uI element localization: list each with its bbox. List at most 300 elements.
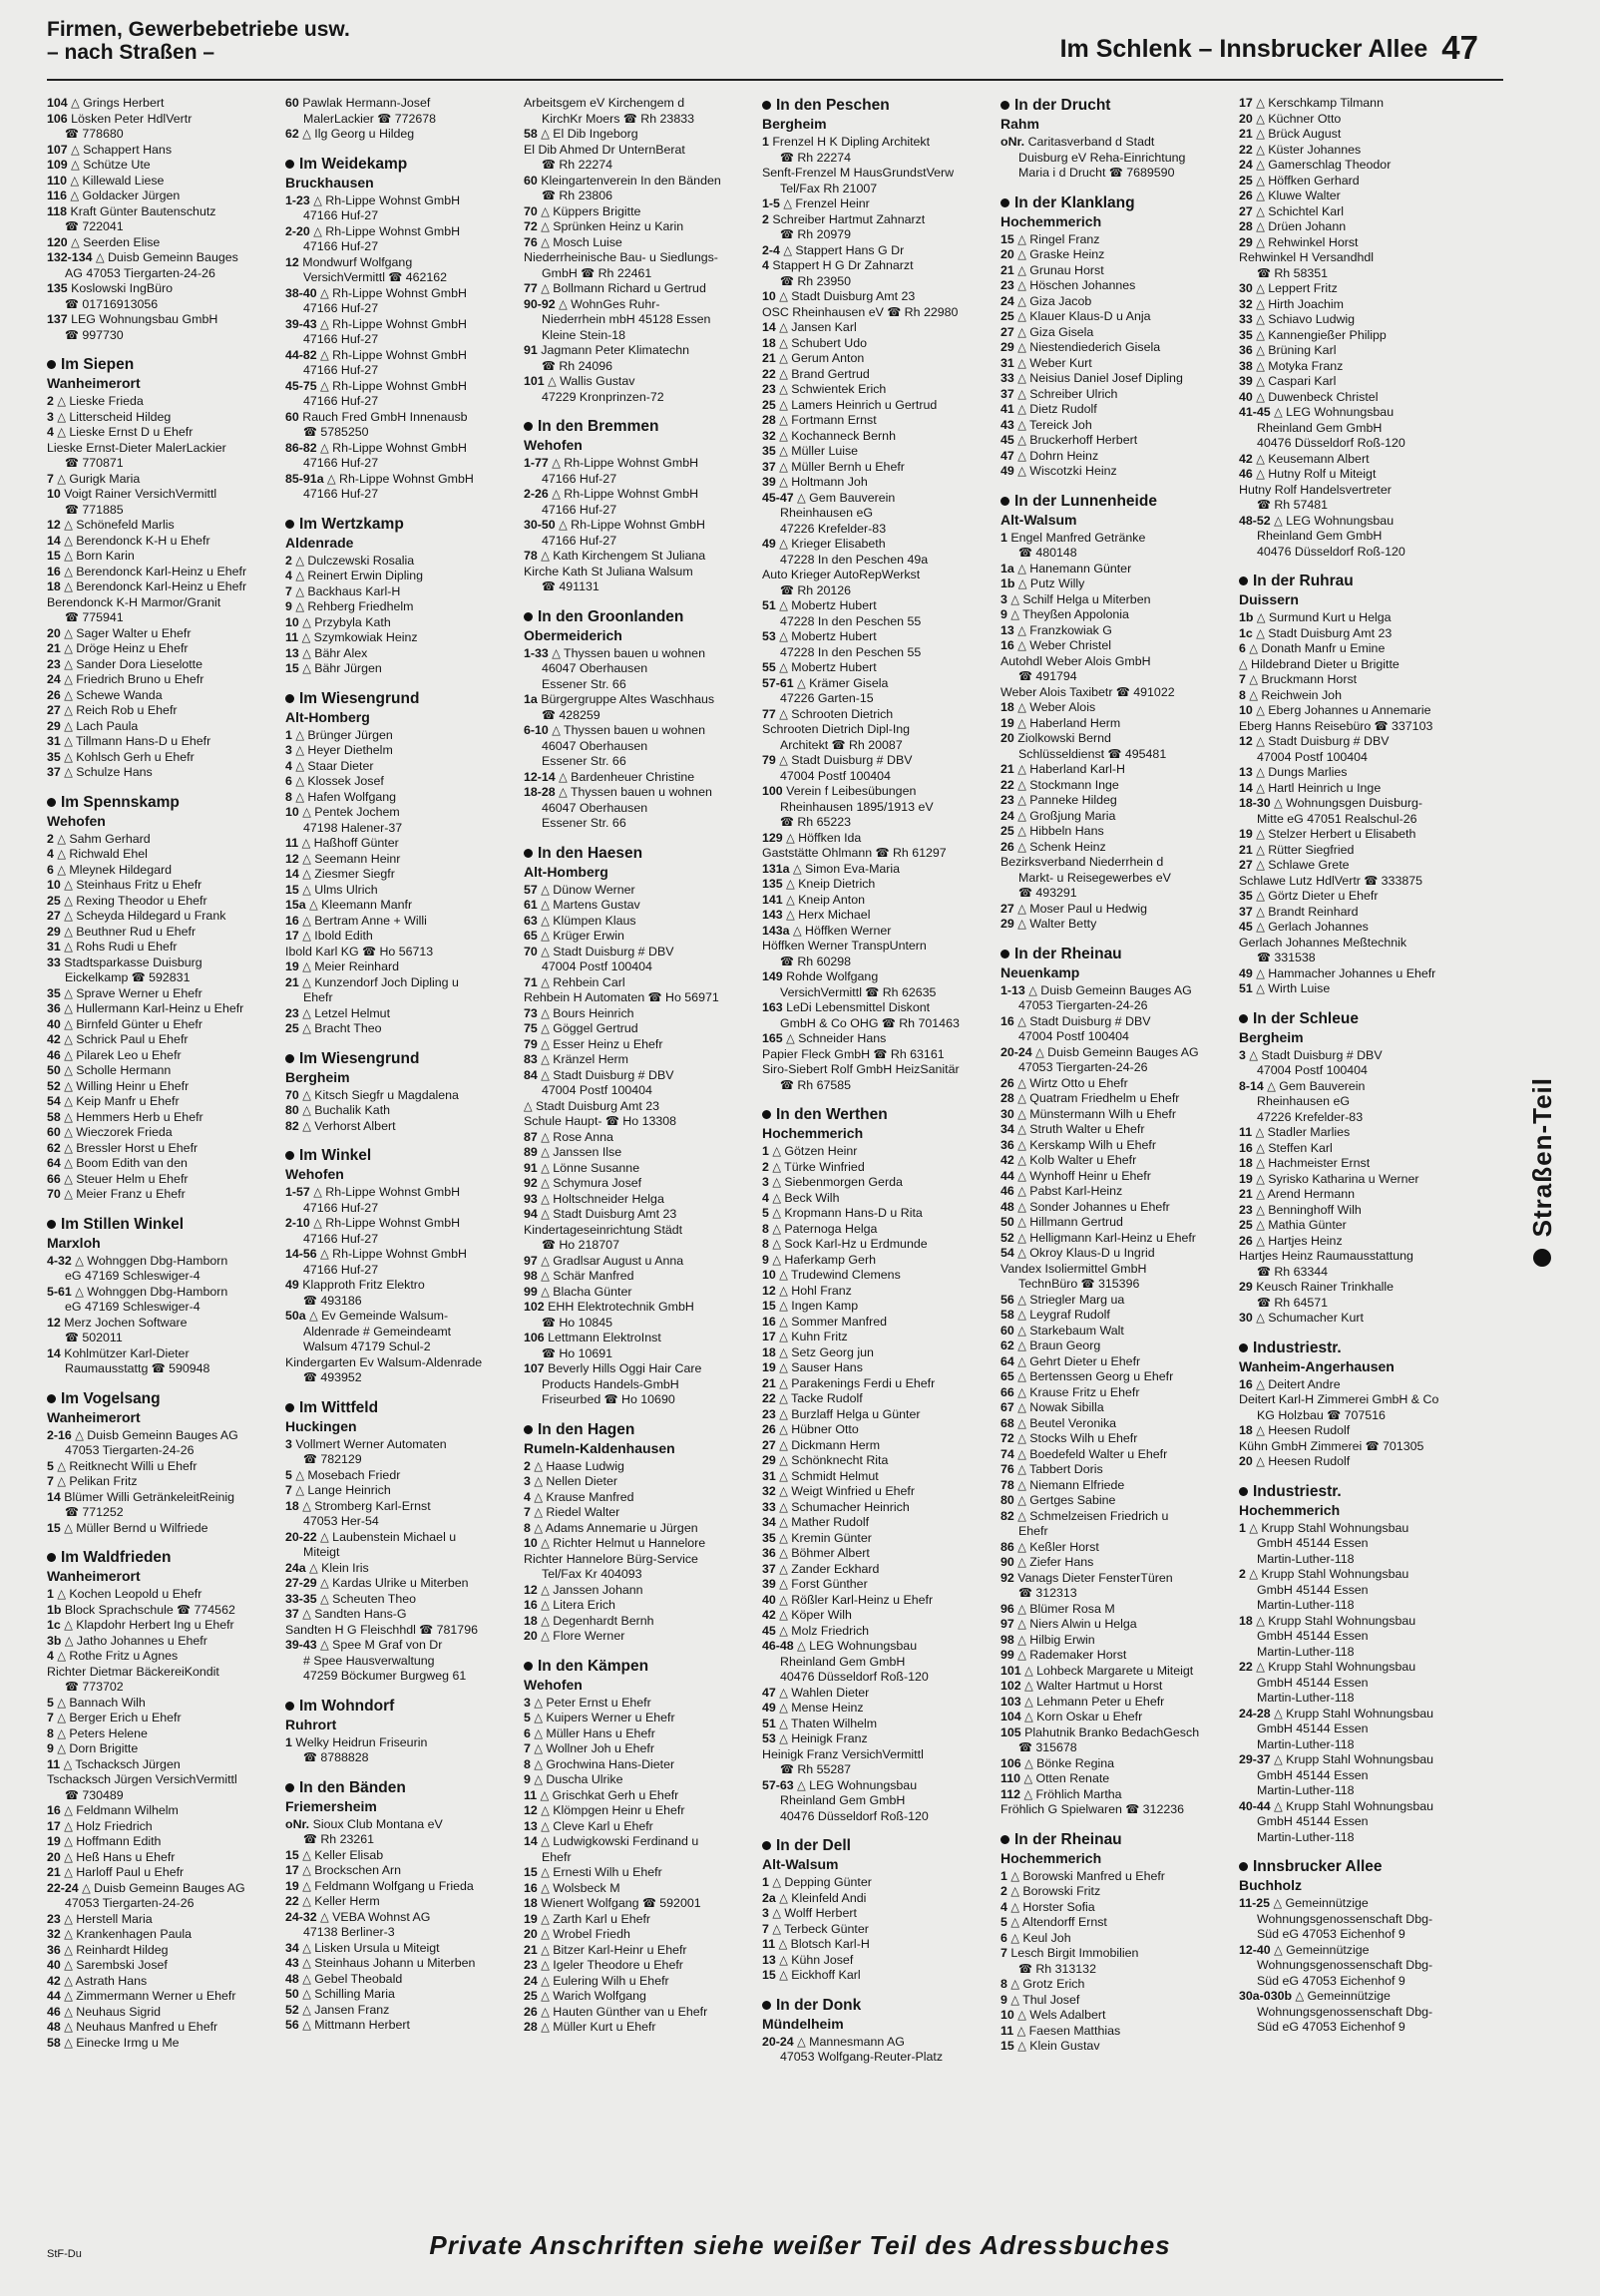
- entry-text: △ Seerden Elise: [71, 234, 161, 249]
- directory-entry: [47, 1079, 271, 1095]
- entry-text: △ Köper Wilh: [779, 1608, 852, 1622]
- entry-continuation: [47, 297, 271, 313]
- entry-text: △ Szymkowiak Heinz: [301, 630, 418, 644]
- house-number: 23: [524, 1958, 538, 1972]
- street-heading: [285, 1778, 510, 1797]
- entry-continuation: [1239, 1768, 1463, 1784]
- entry-text: ☎ 315678: [1018, 1740, 1077, 1754]
- entry-text: Keusch Rainer Trinkhalle: [1256, 1280, 1394, 1294]
- entry-text: 47166 Huf-27: [303, 1200, 379, 1215]
- directory-entry: [47, 1665, 271, 1681]
- house-number: 135: [762, 877, 783, 891]
- street-name: Im Stillen Winkel: [61, 1215, 185, 1233]
- directory-entry: [285, 914, 510, 930]
- district-name: Obermeiderich: [524, 626, 622, 643]
- directory-entry: [1000, 1369, 1225, 1385]
- directory-entry: [47, 1156, 271, 1172]
- directory-entry: [1239, 452, 1463, 468]
- directory-entry: [524, 549, 748, 565]
- entry-text: △ Bertenssen Georg u Ehefr: [1017, 1369, 1174, 1383]
- directory-entry: [762, 862, 987, 878]
- directory-entry: [47, 281, 271, 297]
- house-number: 22: [1000, 777, 1014, 792]
- house-number: 15: [285, 882, 299, 897]
- house-number: 20: [1239, 111, 1253, 126]
- entry-text: △ Schreiber Ulrich: [1017, 386, 1118, 401]
- entry-text: △ Brockschen Arn: [302, 1863, 402, 1877]
- directory-entry: [47, 96, 271, 112]
- house-number: 16: [524, 1598, 538, 1612]
- entry-text: △ Kohlsch Gerh u Ehefr: [64, 749, 195, 764]
- entry-continuation: [1239, 421, 1463, 437]
- directory-entry: [1000, 1184, 1225, 1200]
- district-name: Mündelheim: [762, 2015, 844, 2032]
- house-number: 42: [47, 1973, 61, 1988]
- entry-text: △ Schymura Josef: [541, 1176, 642, 1190]
- house-number: 7: [762, 1921, 769, 1936]
- house-number: 8: [762, 1221, 769, 1236]
- entry-continuation: [285, 270, 510, 286]
- entry-continuation: [1000, 1524, 1225, 1540]
- house-number: 11: [1239, 1125, 1253, 1139]
- entry-text: △ Sandten Hans-G: [302, 1607, 407, 1621]
- house-number: 37: [1239, 904, 1253, 919]
- entry-text: △ Klossek Josef: [295, 774, 384, 788]
- house-number: 15: [762, 1968, 776, 1982]
- entry-text: △ Müller Bernd u Wilfriede: [64, 1520, 208, 1535]
- entry-text: △ Leppert Fritz: [1256, 281, 1338, 295]
- directory-entry: [1239, 1218, 1463, 1234]
- directory-entry: [1239, 1187, 1463, 1203]
- directory-entry: [1239, 312, 1463, 328]
- entry-text: △ Sauser Hans: [779, 1360, 863, 1374]
- entry-text: △ Keller Herm: [302, 1894, 380, 1908]
- entry-text: △ Walter Betty: [1017, 917, 1097, 931]
- house-number: 33: [762, 1499, 776, 1514]
- house-number: 5: [285, 1467, 292, 1482]
- street-heading: [762, 1996, 987, 2015]
- entry-text: 47166 Huf-27: [303, 239, 379, 253]
- entry-text: 47053 Tiergarten-24-26: [65, 1443, 195, 1457]
- house-number: 3: [762, 1175, 769, 1189]
- directory-entry: [47, 1459, 271, 1475]
- directory-entry: [524, 1223, 748, 1239]
- entry-text: Sioux Club Montana eV: [312, 1816, 443, 1831]
- house-number: 92: [1000, 1570, 1014, 1585]
- entry-text: △ VEBA Wohnst AG: [320, 1909, 431, 1924]
- house-number: 85-91a: [285, 471, 324, 486]
- house-number: 20-22: [285, 1529, 317, 1544]
- entry-text: Kohlmützer Karl-Dieter: [64, 1345, 190, 1360]
- entry-text: Ziolkowski Bernd: [1017, 731, 1111, 745]
- entry-text: 47004 Postf 100404: [542, 959, 652, 973]
- house-number: 8: [524, 1756, 531, 1771]
- entry-text: △ Graske Heinz: [1017, 247, 1105, 261]
- district-name: Ruhrort: [285, 1716, 337, 1732]
- directory-entry: [1000, 294, 1225, 310]
- entry-text: △ Bähr Jürgen: [302, 661, 382, 675]
- entry-text: △ Hartjes Heinz: [1256, 1233, 1343, 1248]
- entry-continuation: [285, 208, 510, 224]
- district-name: Duissern: [1239, 591, 1299, 607]
- directory-entry: [1000, 433, 1225, 449]
- entry-text: △ Dorn Brigitte: [57, 1741, 139, 1755]
- house-number: 21: [762, 1375, 776, 1390]
- house-number: 21: [1000, 262, 1014, 277]
- entry-text: ☎ 775941: [65, 610, 124, 624]
- house-number: 28: [762, 413, 776, 427]
- entry-continuation: [524, 359, 748, 375]
- house-number: 14: [47, 1345, 61, 1360]
- entry-text: △ Hohl Franz: [779, 1283, 852, 1298]
- house-number: 65: [1000, 1369, 1014, 1383]
- entry-text: Raumausstattg ☎ 590948: [65, 1361, 210, 1375]
- entry-text: △ Keul Joh: [1010, 1930, 1071, 1945]
- entry-text: △ Deitert Andre: [1256, 1376, 1341, 1391]
- entry-continuation: [524, 1083, 748, 1099]
- entry-text: △ Hibbeln Hans: [1017, 824, 1104, 838]
- entry-text: Weber Alois Taxibetr ☎ 491022: [1000, 684, 1175, 699]
- house-number: 8: [285, 789, 292, 804]
- entry-text: △ Schumacher Heinrich: [779, 1499, 910, 1514]
- directory-entry: [1239, 1896, 1463, 1912]
- directory-entry: [47, 847, 271, 863]
- directory-entry: [524, 1788, 748, 1804]
- house-number: 78: [1000, 1477, 1014, 1492]
- directory-entry: [762, 1237, 987, 1253]
- entry-text: △ Birnfeld Günter u Ehefr: [64, 1016, 202, 1031]
- house-number: 72: [524, 219, 538, 233]
- entry-continuation: [1239, 1722, 1463, 1737]
- district-name: Alt-Homberg: [285, 708, 370, 725]
- house-number: 21: [1239, 127, 1253, 141]
- entry-text: Eberg Hanns Reisebüro ☎ 337103: [1239, 718, 1433, 733]
- house-number: 8: [762, 1237, 769, 1251]
- directory-entry: [524, 1269, 748, 1285]
- entry-continuation: [1239, 1629, 1463, 1645]
- directory-entry: [1000, 1710, 1225, 1725]
- house-number: 18: [1239, 1423, 1253, 1437]
- directory-entry: [762, 196, 987, 212]
- directory-entry: [1239, 1280, 1463, 1296]
- house-number: 50a: [285, 1309, 306, 1323]
- entry-text: △ Staar Dieter: [295, 758, 374, 773]
- entry-text: △ Gerum Anton: [779, 351, 865, 365]
- house-number: 165: [762, 1031, 783, 1045]
- entry-text: △ Gurigk Maria: [57, 471, 141, 486]
- street-name: In der Klanklang: [1014, 193, 1135, 211]
- entry-continuation: [47, 328, 271, 344]
- house-number: 11: [47, 1756, 61, 1771]
- entry-text: △ WohnGes Ruhr-: [559, 296, 660, 311]
- entry-text: △ Rh-Lippe Wohnst GmbH: [320, 316, 467, 331]
- directory-entry: [1000, 1931, 1225, 1947]
- entry-text: △ Kleinfeld Andi: [779, 1890, 867, 1905]
- directory-entry: [1000, 1122, 1225, 1138]
- house-number: 33: [1000, 371, 1014, 385]
- directory-entry: [524, 914, 748, 930]
- directory-entry: [47, 410, 271, 426]
- house-number: 6: [1000, 1930, 1007, 1945]
- house-number: 33: [1239, 312, 1253, 326]
- directory-entry: [1000, 638, 1225, 654]
- entry-text: △ Rh-Lippe Wohnst GmbH: [313, 192, 461, 207]
- street-name: In der Lunnenheide: [1014, 492, 1157, 510]
- side-tab-label: Straßen-Teil: [1526, 1077, 1557, 1238]
- entry-text: △ Stockmann Inge: [1017, 777, 1119, 792]
- bullet-icon: [524, 849, 533, 858]
- entry-continuation: [524, 312, 748, 328]
- directory-entry: [762, 289, 987, 305]
- directory-entry: [285, 1910, 510, 1926]
- directory-entry: [285, 1956, 510, 1972]
- bullet-icon: [1000, 101, 1009, 110]
- directory-entry: [524, 975, 748, 991]
- entry-text: △ Kleemann Manfr: [309, 898, 413, 912]
- entry-text: △ Tillmann Hans-D u Ehefr: [64, 734, 211, 748]
- house-number: 35: [762, 1530, 776, 1545]
- district-name: Wanheim-Angerhausen: [1239, 1357, 1395, 1374]
- entry-text: △ Tabbert Doris: [1017, 1462, 1103, 1476]
- house-number: 49: [1000, 464, 1014, 478]
- entry-text: 47166 Huf-27: [542, 502, 617, 517]
- entry-text: Senft-Frenzel M HausGrundstVerw: [762, 166, 955, 180]
- entry-text: △ Lisken Ursula u Miteigt: [302, 1940, 440, 1955]
- entry-text: 47166 Huf-27: [303, 208, 379, 222]
- entry-text: △ Mosch Luise: [541, 234, 622, 249]
- street-heading: [285, 155, 510, 174]
- entry-text: △ Holz Friedrich: [64, 1818, 153, 1833]
- entry-text: ☎ Ho 10845: [542, 1315, 613, 1330]
- directory-entry: [524, 898, 748, 914]
- entry-text: Martin-Luther-118: [1257, 1783, 1355, 1797]
- directory-entry: [1239, 235, 1463, 251]
- house-number: 16: [1239, 1376, 1253, 1391]
- entry-text: △ Laubenstein Michael u: [320, 1529, 457, 1544]
- house-number: 49: [285, 1278, 299, 1292]
- directory-entry: [1239, 467, 1463, 483]
- directory-entry: [762, 1469, 987, 1485]
- entry-text: △ Lehmann Peter u Ehefr: [1024, 1694, 1165, 1709]
- directory-entry: [47, 1587, 271, 1603]
- house-number: 14: [47, 533, 61, 548]
- entry-text: △ Reich Rob u Ehefr: [64, 703, 178, 717]
- house-number: 4: [47, 1649, 54, 1663]
- entry-continuation: [762, 1762, 987, 1778]
- district-name: Hochemmerich: [762, 1125, 864, 1141]
- entry-text: △ Hillmann Gertrud: [1017, 1215, 1123, 1229]
- district-name: Hochemmerich: [1000, 212, 1102, 229]
- directory-entry: [762, 1717, 987, 1732]
- entry-text: Maria i d Drucht ☎ 7689590: [1018, 166, 1175, 180]
- house-number: 15: [1000, 2039, 1014, 2053]
- entry-text: △ Blacha Günter: [541, 1284, 632, 1299]
- house-number: 1a: [524, 692, 538, 706]
- entry-continuation: [47, 1680, 271, 1696]
- entry-continuation: [762, 274, 987, 290]
- directory-entry: [285, 728, 510, 744]
- entry-text: Bürgergruppe Altes Waschhaus: [541, 692, 715, 706]
- entry-text: △ Arend Hermann: [1256, 1187, 1356, 1201]
- entry-text: ☎ Rh 22274: [542, 158, 613, 172]
- directory-entry: [1000, 1400, 1225, 1416]
- bullet-icon: [285, 1054, 294, 1063]
- entry-text: △ Küppers Brigitte: [541, 203, 641, 218]
- street-name: In den Groonlanden: [538, 607, 684, 625]
- entry-continuation: [1000, 151, 1225, 167]
- house-number: 10: [47, 878, 61, 892]
- entry-text: △ Pentek Jochem: [302, 805, 400, 819]
- entry-text: Blümer Willi GetränkeleitReinig: [64, 1489, 235, 1504]
- house-number: 1: [285, 1734, 292, 1749]
- directory-entry: [1000, 402, 1225, 418]
- house-number: 97: [524, 1253, 538, 1268]
- entry-text: △ Rose Anna: [541, 1129, 613, 1144]
- directory-entry: [1239, 1249, 1463, 1265]
- directory-entry: [285, 630, 510, 646]
- section-header: [47, 18, 350, 64]
- house-number: 17: [285, 929, 299, 943]
- entry-text: △ Stadt Duisburg # DBV: [1249, 1047, 1383, 1062]
- entry-text: ☎ Rh 23806: [542, 189, 613, 202]
- entry-text: △ Stadt Duisburg Amt 23: [541, 1207, 677, 1221]
- directory-entry: [1239, 250, 1463, 266]
- entry-continuation: [762, 1809, 987, 1825]
- directory-entry: [1000, 449, 1225, 465]
- directory-entry: [1000, 762, 1225, 778]
- directory-entry: [762, 924, 987, 940]
- entry-text: △ Hildebrand Dieter u Brigitte: [1239, 656, 1400, 671]
- directory-entry: [47, 565, 271, 580]
- entry-text: △ Spee M Graf von Dr: [320, 1638, 443, 1652]
- house-number: 3: [285, 1436, 292, 1451]
- directory-entry: [1239, 1707, 1463, 1722]
- house-number: 2: [1239, 1567, 1246, 1581]
- directory-entry: [1239, 1989, 1463, 2005]
- directory-entry: [1239, 1141, 1463, 1157]
- entry-text: △ Esser Heinz u Ehefr: [541, 1036, 663, 1051]
- house-number: 116: [47, 189, 67, 202]
- directory-column: [1239, 96, 1463, 2230]
- entry-continuation: [762, 506, 987, 522]
- directory-entry: [524, 1726, 748, 1742]
- entry-text: △ Rh-Lippe Wohnst GmbH: [320, 285, 467, 300]
- directory-entry: [47, 2036, 271, 2052]
- directory-entry: [1239, 781, 1463, 797]
- entry-text: △ Eulering Wilh u Ehefr: [541, 1973, 669, 1988]
- entry-text: Sandten H G Fleischhdl ☎ 781796: [285, 1622, 478, 1637]
- entry-text: ☎ Rh 23261: [303, 1832, 375, 1846]
- directory-entry: [524, 1552, 748, 1568]
- entry-text: ☎ Rh 60298: [780, 954, 852, 968]
- entry-text: △ Otten Renate: [1023, 1771, 1110, 1785]
- entry-continuation: [285, 239, 510, 255]
- entry-text: Rheinhausen eG: [780, 506, 873, 520]
- entry-text: Deitert Karl-H Zimmerei GmbH & Co: [1239, 1392, 1439, 1406]
- directory-entry: [762, 598, 987, 614]
- house-number: 57-61: [762, 675, 794, 690]
- directory-entry: [524, 2005, 748, 2021]
- house-number: 16: [762, 1314, 776, 1329]
- house-number: 31: [47, 940, 61, 954]
- entry-text: △ Molz Friedrich: [779, 1623, 870, 1638]
- directory-entry: [1000, 1262, 1225, 1278]
- directory-entry: [1239, 297, 1463, 313]
- directory-entry: [285, 1499, 510, 1515]
- entry-continuation: [47, 1269, 271, 1285]
- entry-text: △ Jatho Johannes u Ehefr: [64, 1633, 207, 1648]
- entry-continuation: [1000, 1277, 1225, 1293]
- street-heading: [762, 96, 987, 115]
- directory-entry: [1000, 1231, 1225, 1247]
- directory-entry: [285, 929, 510, 945]
- directory-entry: [524, 1300, 748, 1316]
- directory-entry: [1000, 1462, 1225, 1478]
- house-number: 2-26: [524, 487, 549, 501]
- entry-text: Rheinland Gem GmbH: [1257, 420, 1383, 435]
- entry-text: △ Wahlen Dieter: [779, 1685, 870, 1700]
- entry-text: △ Klümpen Klaus: [541, 913, 636, 928]
- house-number: 8: [1239, 687, 1246, 702]
- house-number: 97: [1000, 1617, 1014, 1631]
- house-number: 105: [1000, 1724, 1021, 1739]
- street-heading: [1239, 1482, 1463, 1501]
- entry-text: △ Wollner Joh u Ehefr: [534, 1741, 654, 1755]
- entry-continuation: [47, 1331, 271, 1346]
- entry-text: △ Eberg Johannes u Annemarie: [1256, 703, 1431, 717]
- house-number: 21: [1239, 842, 1253, 857]
- entry-text: △ Frenzel Heinr: [783, 196, 870, 210]
- directory-entry: [524, 1052, 748, 1068]
- entry-continuation: [524, 708, 748, 724]
- entry-text: GmbH & Co OHG ☎ Rh 701463: [780, 1015, 960, 1030]
- house-number: 52: [285, 2002, 299, 2017]
- directory-entry: [47, 1649, 271, 1665]
- entry-text: △ Gem Bauverein: [797, 490, 896, 505]
- house-number: 6: [47, 862, 54, 877]
- entry-text: △ Paternoga Helga: [772, 1221, 878, 1236]
- house-number: 18: [524, 1896, 538, 1910]
- house-number: 46: [1239, 467, 1253, 481]
- street-heading: [1239, 1339, 1463, 1357]
- directory-entry: [1000, 1107, 1225, 1123]
- entry-continuation: [1239, 1927, 1463, 1943]
- house-number: 132-134: [47, 250, 93, 264]
- directory-entry: [524, 1285, 748, 1301]
- entry-text: △ Degenhardt Bernh: [541, 1613, 654, 1628]
- entry-text: △ Lange Heinrich: [295, 1483, 391, 1497]
- entry-continuation: [524, 677, 748, 693]
- entry-text: Lösken Peter HdlVertr: [71, 111, 193, 126]
- house-number: 58: [47, 2035, 61, 2050]
- entry-text: △ Hachmeister Ernst: [1256, 1156, 1371, 1170]
- entry-text: △ Gamerschlag Theodor: [1256, 158, 1392, 172]
- house-number: 20: [47, 625, 61, 640]
- house-number: 16: [1239, 1140, 1253, 1155]
- entry-text: Aldenrade # Gemeindeamt: [303, 1324, 452, 1339]
- house-number: 36: [1000, 1137, 1014, 1152]
- house-number: 15: [524, 1865, 538, 1879]
- district-name: Alt-Walsum: [1000, 511, 1077, 528]
- directory-entry: [524, 487, 748, 503]
- entry-continuation: [524, 503, 748, 519]
- page-number: 47: [1441, 29, 1478, 66]
- entry-continuation: [47, 266, 271, 282]
- directory-entry: [1000, 1153, 1225, 1169]
- entry-text: △ Willing Heinr u Ehefr: [64, 1078, 190, 1093]
- entry-text: △ Rh-Lippe Wohnst GmbH: [313, 1185, 461, 1199]
- directory-entry: [524, 1176, 748, 1192]
